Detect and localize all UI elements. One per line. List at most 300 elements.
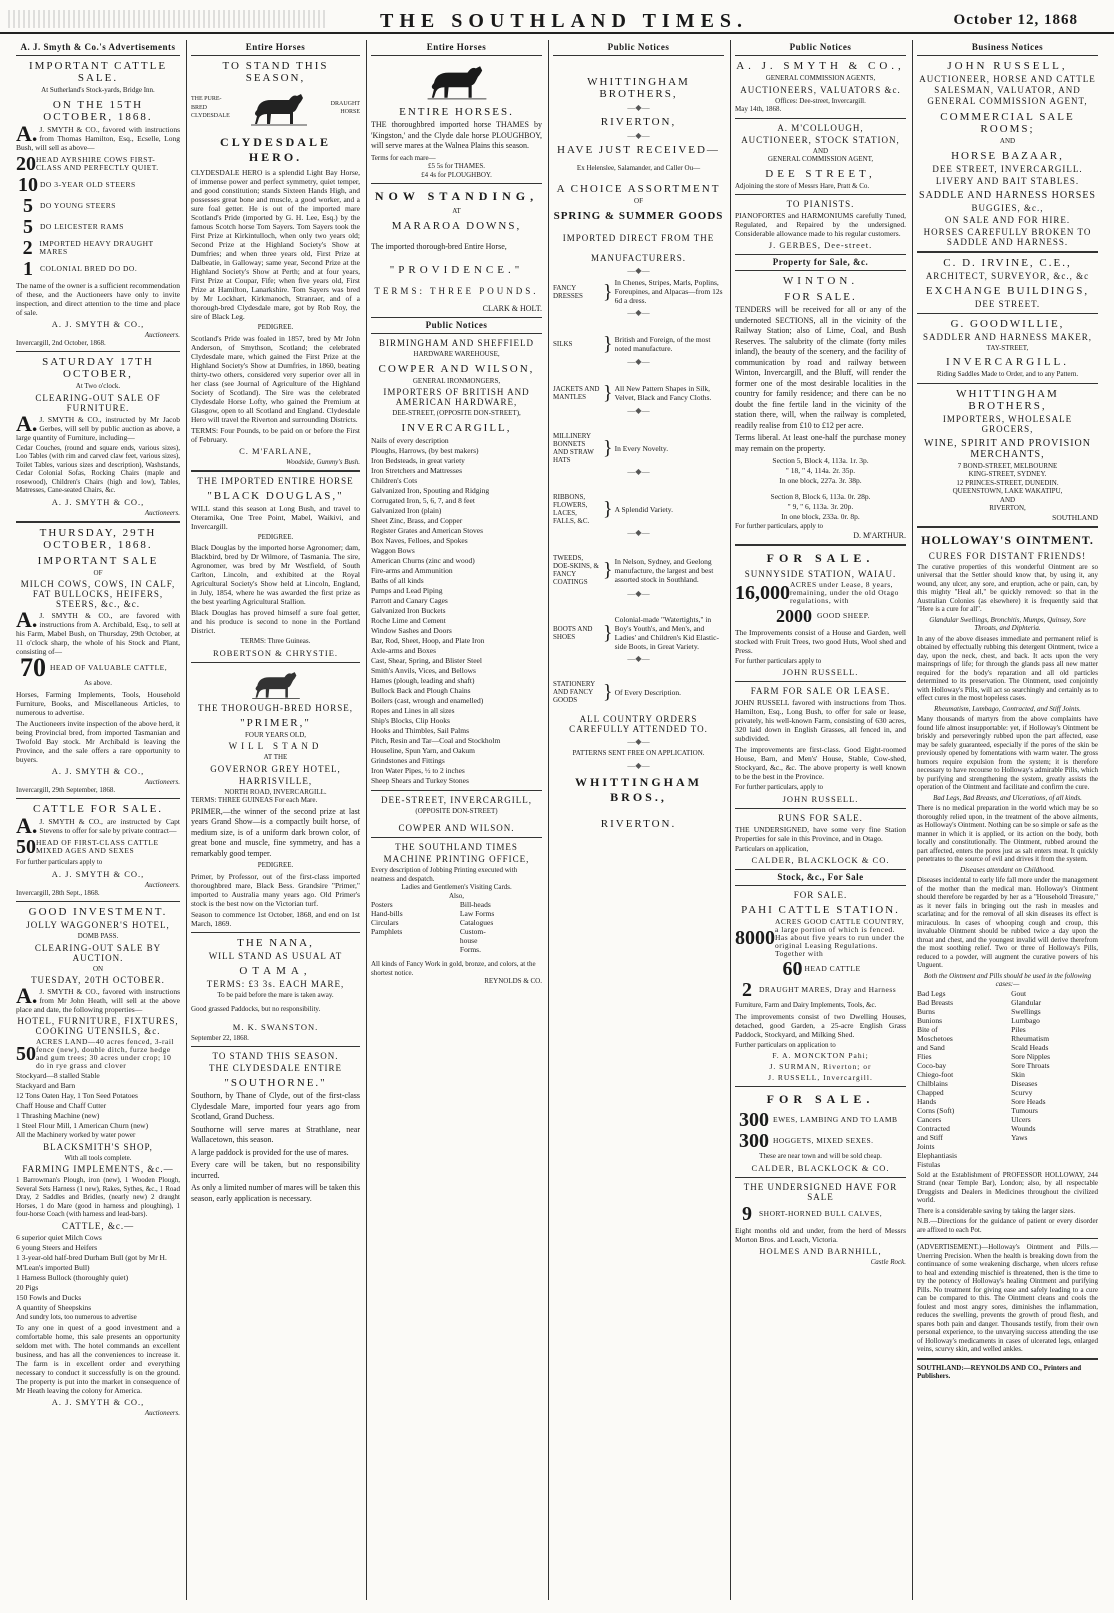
lot-row: 50 HEAD OF FIRST-CLASS CATTLE MIXED AGES AND SEXES [16,836,159,858]
ad-note: Black Douglas has proved himself a sure foal getter, and his produce is second to none in the Portland District. [191,608,360,635]
ad-above: As above. [84,679,112,687]
ad-note: The name of the owner is a sufficient recommendation of these, and the Auctioneers have only to invite inspection, and direct attention to the time and place of sale. [16,280,180,317]
bracket-mark: } [603,382,613,404]
ad-note: To any one in quest of a good investment and a comfortable home, this sale presents an opportunity seldom met with. The hotel commands an excellent business, and has all the conveniences to increase it. The farm is in excellent order and everything necessary to conduct it successfully is on the ground. The property is put into the market in consequence of Mr Heath leaving the colony for America. [16,1323,180,1395]
ad-terms: TERMS: THREE GUINEAS For each Mare. [191,796,318,804]
ad-the-nana [191,937,360,1043]
divider-dash: —◆— [627,467,650,476]
newspaper-title: THE SOUTHLAND TIMES. [380,10,749,32]
pedigree-heading: PEDIGREE. [257,861,294,869]
list-item: Waggon Bows [371,545,415,555]
list-item: Smith's Anvils, Vices, and Bellows [371,665,476,675]
divider [735,194,906,195]
column-heading: Public Notices [735,40,906,56]
list-item: Corrugated Iron, 5, 6, 7, and 8 feet [371,495,475,505]
goods-category: STATIONERY AND FANCY GOODS [553,680,595,704]
firm-name: WHITTINGHAM BROTHERS, [587,76,690,100]
cattle-heading: CATTLE, &c.— [61,1220,135,1231]
section-heading-stock: Stock, &c., For Sale [735,869,906,886]
lot-count: 5 [23,194,33,217]
list-item: Pitch, Resin and Tar—Coal and Stockholm [371,735,501,745]
ailment-item: Ulcers [1011,1114,1031,1124]
ailment-item: Skin Diseases [1011,1069,1038,1088]
list-item: Fire-arms and Ammunition [371,565,453,575]
sundry-note: And sundry lots, too numerous to advertise [16,1312,137,1321]
firm-trade-2: IMPORTERS OF BRITISH AND AMERICAN HARDWARE, [383,387,530,407]
ad-subhead-3: Bad Legs, Bad Breasts, and Ulcerations, of all kinds. [933,793,1082,802]
list-item: Pamphlets [371,927,403,936]
ad-body: These are near town and will be sold cheap. [759,1152,882,1160]
firm-name: A. M'COLLOUGH, [777,122,864,133]
pedigree-heading: PEDIGREE. [257,323,294,331]
column-entire-horses-1 [186,40,364,1600]
ad-subtitle: THE CLYDESDALE ENTIRE [208,1063,343,1073]
list-item: Stockyard—8 stalled Stable [16,1071,100,1080]
ad-farm-for-sale [735,686,906,804]
ad-terms: Terms liberal. At least one-half the purchase money may remain on the property. [735,433,906,453]
goods-row [553,383,724,403]
firm-trade: IMPORTERS, WHOLESALE GROCERS, [942,413,1073,434]
firm-trade: GENERAL COMMISSION AGENTS, [765,74,876,82]
bracket-mark: } [603,333,613,355]
ad-signature-location: Woodside, Gummy's Bush. [286,457,360,466]
ad-body: (ADVERTISEMENT.)—Holloway's Ointment and Pills.—Unerring Precision. When the health is breaking down from the continuance of some weakening discharge, when ulcers refuse to heal and extending mischief is threatened, then is the time to try the potency of Holloway's healing Ointment and purifying Pills. No treatment for giving ease and safely leading to a cure can be compared to this. The Ointment cleans and cools the foulest and most angry sores, diminishes the inflammation, reduces the swelling, prevents the growth of proud flesh, and spares both pain and danger. Thousands testify, from their own personal experience, to the unvarying success attending the use of Holloway's medicaments in cases of ulcerated legs, enlarged veins, scurvy skin, and welled ankles. [917,1243,1098,1353]
goods-category: SILKS [553,340,573,348]
ad-signature: A. J. SMYTH & CO., [51,765,145,776]
ad-terms: TERMS: Four Pounds, to be paid on or before the First of February. [191,425,360,444]
list-item: Galvanized Iron (plain) [371,505,442,515]
at-the: AT THE [263,753,288,761]
ad-body: The improvements consist of two Dwelling Houses, detached, good Garden, a 25-acre English Grass Paddock, Stockyard, and Milking Shed. [735,1011,906,1039]
ad-body-2: The improvements are first-class. Good Eight-roomed House, Barn, and Men's' House, Stable, Cow-shed, Stockyard, &c., &c. The above property is well known to be the best in the Province. [735,745,906,781]
ad-sunnyside [735,551,906,678]
ad-body: A. J. SMYTH & CO., favored with instructions from Mr John Heath, will sell at the above place and date, the following properties— [16,983,180,1014]
ailment-item: Chilblains [917,1078,948,1088]
address-riverton: RIVERTON, [989,504,1026,512]
divider [191,662,360,663]
goods-row [553,615,724,651]
ad-body-3: Many thousands of martyrs from the above complaints have found life almost insupportable: yet, if Holloway's Ointment be briskly and perseveringly rubbed upon the part affected, ease may be safely guaranteed, especially if the pores of the skin be previously opened by fomentations with warm water. The gross humors require expulsion from the system; it is therefore necessary to have recourse to Holloway's admirable Pills, which by purifying and strengthening the system, greatly assists the operation of the Ointment and facilitate and confirm the cure. [917,715,1098,791]
list-item: Catalogues [459,918,494,927]
list-item: Hooks and Thimbles, Sail Palms [371,725,469,735]
hotel-name: GOVERNOR GREY HOTEL, [210,763,341,774]
list-item: Bullock Back and Plough Chains [371,685,471,695]
ailment-item: Gout [1011,988,1027,998]
goods-row [553,278,724,305]
ad-good-investment [16,906,180,1417]
horses-broken: HORSES CAREFULLY BROKEN TO SADDLE AND HARNESS. [923,226,1092,247]
firm-town: RIVERTON, [600,116,677,128]
list-item: Boilers (cast, wrough and enamelled) [371,695,484,705]
hardware-list [371,436,542,786]
firm-name: C. D. IRVINE, C.E., [943,256,1072,269]
divider [191,932,360,933]
ad-black-douglas [191,476,360,658]
horse-name: "BLACK DOUGLAS," [207,489,344,502]
ad-signature: JOHN RUSSELL. [782,793,859,804]
ad-subtitle-3: HOTEL, FURNITURE, FIXTURES, COOKING UTENSILS, &c. [17,1016,179,1036]
firm-trade: AUCTIONEER, HORSE AND CATTLE SALESMAN, VALUATOR, AND GENERAL COMMISSION AGENT, [919,74,1096,106]
ad-body: The curative properties of this wonderful Ointment are so universal that the Settler should know that, by using it, any wound, any ulcer, any sore, and eruption, ache or pain, can, by this mighty "Heal all," be quickly removed: so that in the Australian Colonies (as elsewhere) it is frequently said that "Here is a cure for all". [917,562,1098,613]
goods-description: Of Every Description. [614,687,682,697]
ad-cowper-wilson [371,338,542,833]
ad-title-2: HARDWARE WAREHOUSE, [413,350,500,358]
firm-street: DEE STREET. [974,298,1041,309]
ad-body-5: As only a limited number of mares will be taken this season, early application is necessary. [191,1183,360,1203]
ad-signature: COWPER AND WILSON. [398,823,515,833]
bracket-mark: } [603,681,613,703]
divider-dash: —◆— [627,103,650,112]
ad-signature: REYNOLDS & CO. [484,977,542,985]
ad-signature: A. J. SMYTH & CO., [51,318,145,329]
ad-title: THE UNDERSIGNED HAVE FOR SALE [743,1181,898,1202]
horse-name: "SOUTHORNE." [224,1077,327,1089]
ad-also: Ladies and Gentlemen's Visiting Cards. [401,883,512,891]
will-stand: WILL STAND [228,741,323,751]
ad-providence [371,189,542,313]
ad-body-4: Every care will be taken, but no responsibility incurred. [191,1160,360,1180]
list-item: Chaff House and Chaff Cutter [16,1101,107,1110]
lot-row [16,238,180,258]
ad-subhead-4: Diseases attendant on Childhood. [960,865,1055,874]
ad-signature: D. M'ARTHUR. [853,530,906,540]
section-row: In one block, 233a. 0r. 8p. [781,512,860,521]
horse-bred-label: THE PURE-BRED CLYDESDALE [191,96,230,120]
ad-goodwillie [917,318,1098,379]
masthead-rule-decoration [8,10,328,28]
country-orders: ALL COUNTRY ORDERS CAREFULLY ATTENDED TO. [569,714,708,734]
ad-subtitle: CLEARING-OUT SALE OF FURNITURE. [35,392,161,413]
divider [16,521,180,523]
ad-cattle-for-sale [16,803,180,897]
ad-subtitle-2: CLEARING-OUT SALE BY AUCTION. [34,942,162,963]
ad-signature: M. K. SWANSTON. [232,1021,319,1032]
ad-date: TUESDAY, 20TH OCTOBER. [31,975,165,985]
ad-clydesdale-hero [191,60,360,466]
pedigree-body: Primer, by Professor, out of the first-class imported thoroughbred mare, Black Bess. Grandsire "Primer," imported to Australia many years ago. Old Primer's stock is the best now on the Victorian turf. [191,871,360,908]
ad-holloways-advertisement [917,1243,1098,1354]
thoroughbred-horse-icon [248,667,304,701]
ad-title: TO PIANISTS. [786,199,855,209]
divider-dash: —◆— [627,760,650,770]
ad-signature-role: Auctioneers. [144,880,180,889]
ad-title: FOR SALE. [766,550,875,565]
machinery-note: All the Machinery worked by water power [16,1131,136,1139]
ad-terms: TERMS: £3 3s. EACH MARE, [206,978,345,989]
goods-category: BOOTS AND SHOES [553,625,593,641]
horse-type-label: DRAUGHT HORSE [330,100,360,115]
ad-title: THE IMPORTED ENTIRE HORSE [197,475,354,486]
ailment-item: Piles [1011,1024,1026,1034]
ad-on: ON [92,964,104,973]
list-item: Houseline, Spun Yarn, and Oakum [371,745,475,755]
manufacturers: MANUFACTURERS. [590,253,687,263]
column-heading: A. J. Smyth & Co.'s Advertisements [16,40,180,56]
list-item: Custom-house Forms. [459,927,486,954]
ailment-item: Scald Heads [1011,1042,1049,1052]
ad-body: JOHN RUSSELL favored with instructions from Thos. Hamilton, Esq., Long Bush, to offer for sale or lease, privately, his well-known Farm, consisting of 630 acres, 320 laid down in English Grasses, all fenced in, and subdivided. [735,698,906,743]
ad-apply: Particulars on application, [735,844,809,853]
ad-body: A. J. SMYTH & CO., are instructed by Capt Stevens to offer for sale by private contract— [16,813,180,838]
spacer [553,546,724,552]
section-row: In one block, 227a. 3r. 38p. [779,476,862,485]
ad-subhead-2: Rheumatism, Lumbago, Contracted, and Stiff Joints. [934,704,1081,713]
ad-terms: TERMS: THREE POUNDS. [374,286,539,296]
ad-signature: A. J. SMYTH & CO., [51,868,145,879]
ad-title: ENTIRE HORSES. [399,106,514,118]
divider-dash: —◆— [627,528,650,537]
divider-dash: —◆— [627,406,650,415]
ad-title: THE SOUTHLAND TIMES [395,842,518,852]
acres-row: 8000 ACRES GOOD CATTLE COUNTRY, a large portion of which is fenced. Has about five years to run under the original Leasing Regulations. Together with [735,917,905,958]
goods-description: A Splendid Variety. [614,504,673,514]
list-item: 1 Thrashing Machine (new) [16,1111,100,1120]
ad-signature-town: RIVERTON. [600,817,677,830]
firm-building: EXCHANGE BUILDINGS, [925,284,1090,297]
goods-category: MILLINERY BONNETS AND STRAW HATS [553,432,594,464]
ad-signature: CALDER, BLACKLOCK & CO. [751,855,890,865]
ad-body: Southorn, by Thane of Clyde, out of the first-class Clydesdale Mare, imported four years ago from Scotland, Grand Duchess. [191,1091,360,1121]
ad-title: WINTON. [782,275,859,287]
ad-title: FOR SALE. [766,1092,875,1106]
ailment-item: Sore Heads [1011,1096,1046,1106]
ad-signature: CALDER, BLACKLOCK & CO. [751,1162,890,1173]
divider [917,383,1098,384]
have-just-received: HAVE JUST RECEIVED— [557,144,720,156]
ad-of: OF [93,568,103,577]
ad-note: All kinds of Fancy Work in gold, bronze, and colors, at the shortest notice. [371,960,536,977]
ad-date: May 14th, 1868. [735,105,782,113]
goods-category: JACKETS AND MANTLES [553,385,600,401]
goods-description: All New Pattern Shapes in Silk, Velvet, Black and Fancy Cloths. [614,384,712,402]
ad-smyth-agents [735,60,906,114]
ailment-item: Sore Throats [1011,1060,1050,1070]
ad-signature-3: J. RUSSELL, Invercargill. [768,1073,873,1082]
ad-body: TENDERS will be received for all or any of the undernoted SECTIONS, all in the vicinity of the Railway Station; also of Lime, Coal, and Bush Reserves. The salubrity of the climate (forty miles inland), the beauty of the scenery, and the facility of communication by road and railway between Winton, Invercargill, and the Bluff, will render the former one of the most desirable localities in the country for family residence; and there can be no doubt the fine fertile land in the vicinity of the station there, will, when the railway is completed, readily realise from £10 to £12 per acre. [735,305,906,430]
section-row: Section 5, Block 4, 113a. 1r. 3p. [772,456,869,465]
spacer [553,326,724,332]
printer-imprint: SOUTHLAND:—REYNOLDS AND CO., Printers and Publishers. [917,1363,1082,1380]
list-item: Stackyard and Barn [16,1081,76,1090]
firm-name: JOHN RUSSELL, [947,60,1068,72]
ad-signature-location: Castle Rock. [870,1257,906,1266]
firm-street: TAY-STREET, [986,343,1029,352]
ad-signature: A. J. SMYTH & CO., [51,1397,145,1407]
list-item: Iron Bedsteads, in great variety [371,455,465,465]
ad-body: THE thoroughbred imported horse THAMES by 'Kingston,' and the Clyde dale horse PLOUGHBOY, will serve mares at the Walnea Plains this season. [371,120,542,150]
on-sale-hire: ON SALE AND FOR HIRE. [944,214,1071,225]
print-types [371,900,542,954]
list-item: Pumps and Lead Piping [371,585,443,595]
divider [16,901,180,902]
ad-signature: WHITTINGHAM BROS., [574,774,702,804]
list-item: Ship's Blocks, Clip Hooks [371,715,450,725]
ad-subhead-1: Glandular Swellings, Bronchitis, Mumps, Quinsey, Sore Throats, and Diphteria. [929,615,1086,632]
column-heading: Entire Horses [191,40,360,56]
ad-irvine [917,257,1098,309]
column-heading: Public Notices [553,40,724,56]
ad-important-cattle-sale [16,60,180,347]
ad-apply: For further particulars, apply to [735,522,824,530]
list-item: Iron Stretchers and Mattresses [371,465,463,475]
ailment-item: Cancers [917,1114,942,1124]
divider-dash: —◆— [627,737,650,746]
ad-body: PRIMER,—the winner of the second prize at last years Grand Show—is a compactly built horse, of medium size, is of a uniform dark brown color, of great bone and muscle, fine symmetry, and has a remarkably good temper. [191,806,360,858]
columns [12,40,1102,1600]
mares-row: 2 DRAUGHT MARES, Dray and Harness [742,979,897,1001]
bracket-mark: } [603,280,613,303]
list-item: Hand-bills [371,909,403,918]
lot-row [16,196,180,216]
list-item: Circulars [371,918,399,927]
and-label: AND [999,495,1016,504]
firm-trade: SADDLER AND HARNESS MAKER, [922,331,1092,342]
spacer [553,672,724,678]
season-dates: Season to commence 1st October, 1868, and end on 1st March, 1869. [191,909,360,928]
list-item: Roche Lime and Cement [371,615,446,625]
firm-trade-2: AUCTIONEERS, VALUATORS &c. [740,84,901,95]
property-list [16,1071,180,1131]
ad-body-3: A large paddock is provided for the use of mares. [191,1147,349,1157]
divider [191,1046,360,1047]
list-item: Ropes and Lines in all sizes [371,705,455,715]
ad-southorne [191,1051,360,1204]
list-item: Children's Cots [371,475,418,485]
lot-row [16,175,180,195]
list-item: Law Forms [459,909,495,918]
divider [735,1177,906,1178]
ad-whittingham-riverton [553,60,724,830]
print-types-right [460,900,542,954]
ad-body: PIANOFORTES and HARMONIUMS carefully Tuned, Regulated, and Repaired by the undersigned. Considerable allowance made to his regular customers. [735,211,906,238]
ad-entire-horses [371,60,542,179]
imported-direct: IMPORTED DIRECT FROM THE [562,233,715,243]
firm-address-2: DEE-STREET, INVERCARGILL, [380,794,533,805]
livery-stables: LIVERY AND BAIT STABLES. [935,175,1080,186]
horse-name: CLYDESDALE HERO. [220,135,331,164]
ad-signature: JOHN RUSSELL. [782,667,859,677]
ad-location: At Sutherland's Stock-yards, Bridge Inn. [41,86,155,94]
firm-trade-2: GENERAL COMMISSION AGENT, [767,155,874,163]
sheep-row: 2000 GOOD SHEEP. [775,605,870,626]
ad-signature: J. GERBES, Dee-street. [768,240,873,250]
ailments-right [1011,989,1098,1169]
list-item: Cast, Shear, Spring, and Blister Steel [371,655,482,665]
ailment-item: Glandular Swellings [1011,997,1042,1016]
ad-signature: C. M'FARLANE, [239,445,312,456]
ad-signature: HOLMES AND BARNHILL, [759,1245,882,1256]
ad-primer [191,667,360,928]
spacer [553,485,724,491]
address-queenstown: QUEENSTOWN, LAKE WAKATIPU, [952,487,1063,495]
goods-category: RIBBONS, FLOWERS, LACES, FALLS, &C. [553,493,590,525]
list-item: Parrott and Canary Cages [371,595,448,605]
ad-winton [735,275,906,540]
ad-signature: F. A. MONCKTON Pahi; [772,1051,869,1060]
list-item: 1 Steel Flour Mill, 1 American Churn (new) [16,1121,149,1130]
divider-dash: —◆— [627,131,650,140]
ad-mcollough [735,123,906,191]
list-item: Galvanized Iron Buckets [371,605,446,615]
lot-count: 10 [18,173,38,196]
lot-row: 50 ACRES LAND—40 acres fenced, 3-rail fence (new), double ditch, furze hedge and gum trees; 30 acres under crop; 10 do in rye grass and clover [16,1037,175,1070]
cattle-lot-list [16,154,180,279]
furniture-list: Cedar Couches, (round and square ends, various sizes), Loo Tables (with rim and carved claw feet, various sizes), Toilet Tables, various sizes and description), Washstands, Cedar Colonial Sofas, Rocking Chairs (maple and rosewood), Children's Chairs (high and low), Tables, Matresses, Cane-seated Chairs, &c. [16,443,180,494]
ailment-item: Sore Nipples [1011,1051,1051,1061]
lot-count: 5 [23,215,33,238]
ad-body: A. J. SMYTH & CO., are favored with instructions from A. Archibald, Esq., to sell at his Farm, Mabel Bush, on Thursday, 29th October, at 11 o'clock sharp, the whole of his Stock and Plant, consisting of— [16,607,180,656]
ad-note: For further particulars apply to [16,858,103,866]
road-name: NORTH ROAD, INVERCARGILL. [224,787,327,796]
firm-street: DEE STREET, [765,167,876,180]
list-item: Box Naves, Felloes, and Spokes [371,535,468,545]
list-item: Baths of all kinds [371,575,424,585]
ailments-table [917,989,1098,1169]
ad-sold: Sold at the Establishment of PROFESSOR HOLLOWAY, 244 Strand (near Temple Bar), London; also, by all respectable Druggists and Dealers in Medicines throughout the civilized world. [917,1170,1098,1204]
of-label: OF [634,196,643,205]
ailment-item: Bad Breasts [917,997,954,1007]
payment-note: To be paid before the mare is taken away. [217,990,334,999]
ad-subtitle: JOLLY WAGGONER'S HOTEL, [26,920,170,930]
divider [191,470,360,472]
bracket-mark: } [603,622,613,644]
ad-john-russell [917,60,1098,247]
list-item: Posters [371,900,393,909]
ad-title: GOOD INVESTMENT. [28,906,168,918]
ailment-item: Tumours [1011,1105,1038,1115]
lot-row [16,217,180,237]
firm-name: WHITTINGHAM BROTHERS, [956,387,1059,412]
ad-body-2: Southorne will serve mares at Strathlane, near Wallacetown, this season. [191,1124,360,1144]
goods-row [553,554,724,586]
divider [16,798,180,799]
list-item: 12 Tons Oaten Hay, 1 Ton Seed Potatoes [16,1091,138,1100]
divider [371,837,542,838]
ad-subtitle: PAHI CATTLE STATION. [741,904,900,916]
column-heading: Entire Horses [371,40,542,56]
ad-nb: N.B.—Directions for the guidance of patient or every disorder are affixed to each Pot. [917,1217,1098,1234]
ad-saving: There is a considerable saving by taking the larger sizes. [917,1206,1076,1215]
ad-at: AT [452,207,461,215]
lot-count: 1 [23,257,33,280]
spring-summer-goods: SPRING & SUMMER GOODS [553,210,724,222]
divider-dash: —◆— [627,266,650,275]
ailment-item: Chiego-foot [917,1069,954,1079]
ad-body: The Improvements consist of a House and Garden, well stocked with Fruit Trees, two good Huts, Wool shed and Press. [735,627,906,655]
ad-body: WILL STAND AS USUAL AT [208,950,343,961]
ewes-row: 300 EWES, LAMBING AND TO LAMB [739,1109,898,1131]
firm-trade-2: WINE, SPIRIT AND PROVISION MERCHANTS, [924,437,1091,460]
ad-subtitle: FOR SALE. [784,291,857,303]
ad-title: NOW STANDING, [374,189,539,203]
ad-printing-office [371,842,542,985]
and-label: AND [999,137,1016,145]
list-item: Iron Water Pipes, ½ to 2 inches [371,765,465,775]
goods-row [553,680,724,704]
ailment-item: Chapped Hands [917,1087,944,1106]
divider [917,1358,1098,1360]
print-types-left [371,900,453,954]
list-item: Axle-arms and Boxes [371,645,436,655]
lot-description: DO YOUNG STEERS [40,200,116,210]
lot-row [16,259,180,279]
ailment-item: Burns [917,1006,935,1016]
goods-description: Colonial-made "Watertights," in Boy's Youth's, and Men's, and Ladies' and Children's Kid Elastic-side Boots, in Great Variety. [614,615,719,651]
list-item: Hames (plough, leading and shaft) [371,675,475,685]
firm-adjoining: Adjoining the store of Messrs Hare, Pratt & Co. [735,181,870,190]
firm-town: INVERCARGILL. [945,356,1070,368]
ad-title: BIRMINGHAM AND SHEFFIELD [378,338,534,348]
